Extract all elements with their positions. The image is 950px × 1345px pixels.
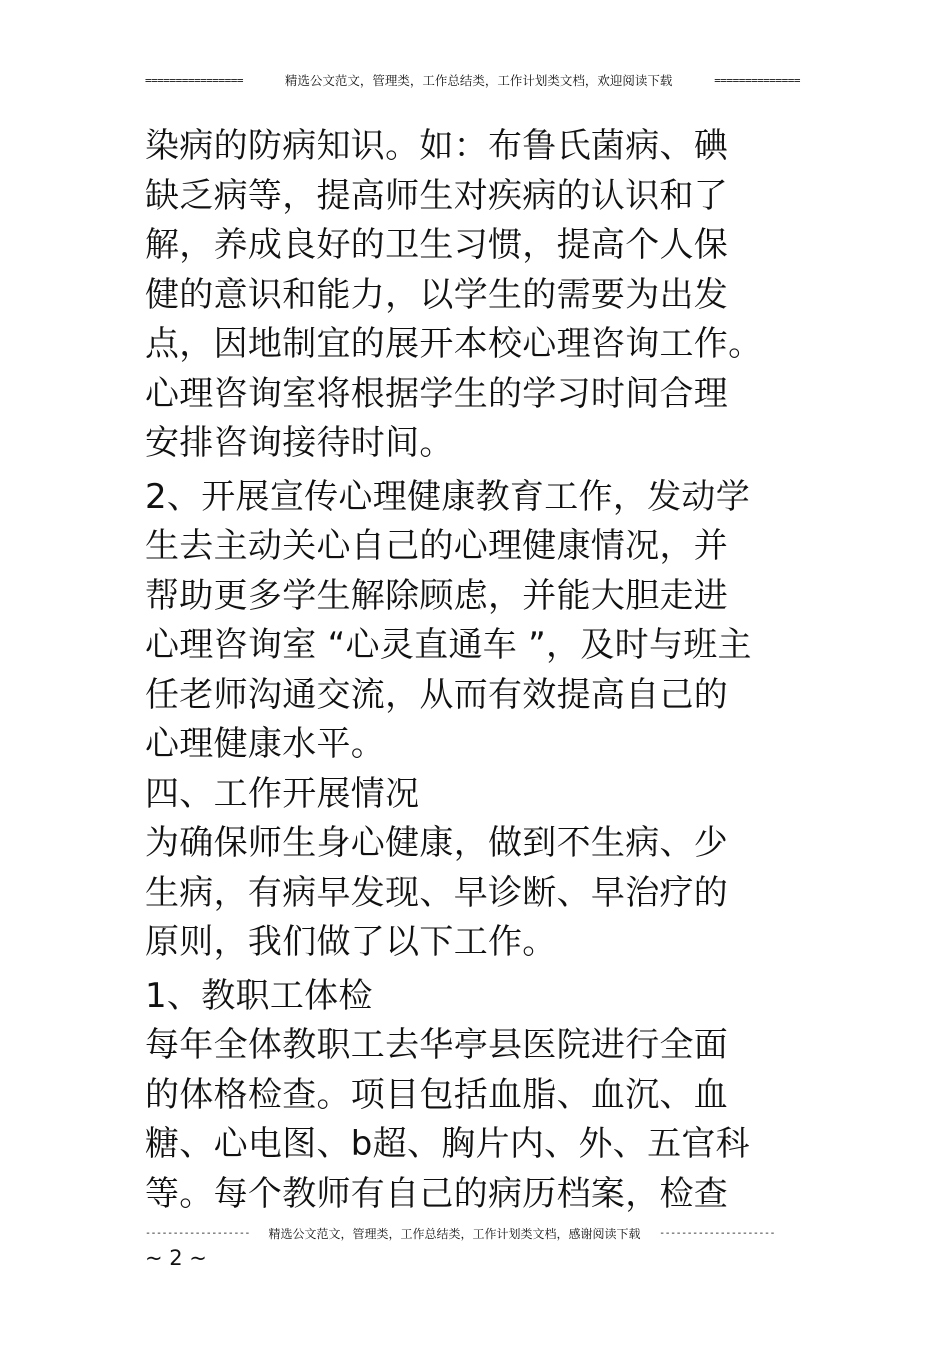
body-line: 原则，我们做了以下工作。 xyxy=(145,922,557,962)
body-line: 的体格检查。项目包括血脂、血沉、血 xyxy=(145,1074,729,1115)
header-right-rule: ============== xyxy=(714,74,800,87)
body-line: 等。每个教师有自己的病历档案，检查 xyxy=(145,1173,729,1214)
body-line: 生病，有病早发现、早诊断、早治疗的 xyxy=(145,872,729,913)
subsection-heading: 1、教职工体检 xyxy=(145,975,373,1016)
document-body xyxy=(145,122,795,1219)
body-line: 生去主动关心自己的心理健康情况，并 xyxy=(145,526,729,566)
body-line: 心理咨询室将根据学生的学习时间合理 xyxy=(145,373,729,414)
body-line: 帮助更多学生解除顾虑，并能大胆走进 xyxy=(145,575,729,616)
header-text: 精选公文范文，管理类，工作总结类，工作计划类文档，欢迎阅读下载 xyxy=(284,73,673,88)
page-number: ~ 2 ~ xyxy=(145,1246,207,1270)
page-header xyxy=(145,72,800,90)
body-line: 任老师沟通交流，从而有效提高自己的 xyxy=(145,674,729,715)
body-line: 心理咨询室 “心灵直通车 ”，及时与班主 xyxy=(145,625,752,665)
page-footer xyxy=(145,1225,775,1243)
body-line: 染病的防病知识。如：布鲁氏菌病、碘 xyxy=(145,126,729,166)
body-line: 心理健康水平。 xyxy=(145,724,386,764)
section-heading: 四、工作开展情况 xyxy=(145,773,420,814)
body-line: 点，因地制宜的展开本校心理咨询工作。 xyxy=(145,324,763,364)
footer-right-rule: --------------------- xyxy=(659,1228,775,1239)
body-line: 安排咨询接待时间。 xyxy=(145,423,454,463)
footer-left-rule: ------------------- xyxy=(145,1228,250,1239)
body-line: 每年全体教职工去华亭县医院进行全面 xyxy=(145,1025,729,1065)
body-line: 健的意识和能力，以学生的需要为出发 xyxy=(145,274,729,315)
body-line: 糖、心电图、b超、胸片内、外、五官科 xyxy=(145,1124,750,1164)
body-line: 解，养成良好的卫生习惯，提高个人保 xyxy=(145,225,729,265)
header-left-rule: ================ xyxy=(145,74,243,87)
footer-text: 精选公文范文，管理类，工作总结类，工作计划类文档，感谢阅读下载 xyxy=(268,1227,641,1241)
body-line: 缺乏病等，提高师生对疾病的认识和了 xyxy=(145,175,729,216)
body-line: 2、开展宣传心理健康教育工作，发动学 xyxy=(145,476,751,517)
body-line: 为确保师生身心健康，做到不生病、少 xyxy=(145,823,729,863)
